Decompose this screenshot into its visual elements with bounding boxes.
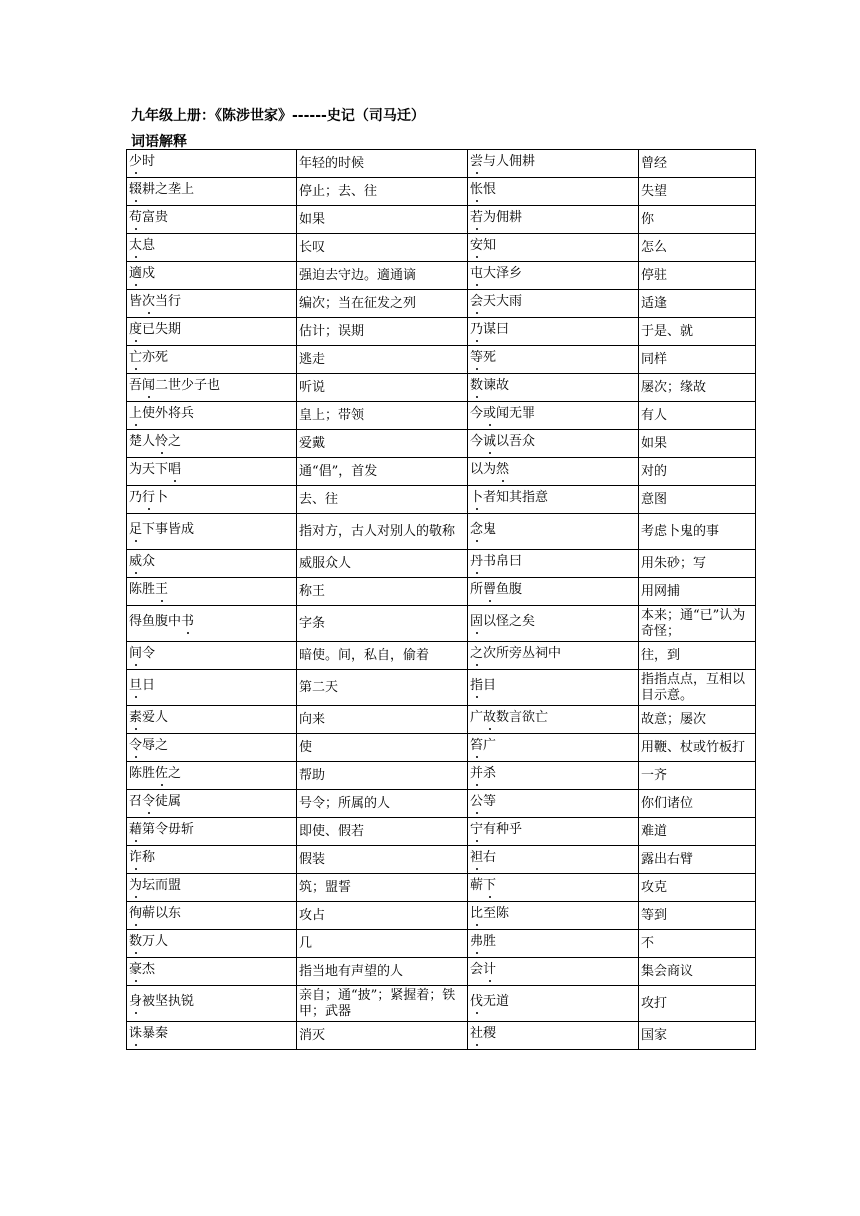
word-cell: 屯大泽乡 (468, 262, 639, 290)
word-cell: 之次所旁丛祠中 (468, 642, 639, 670)
definition-cell: 曾经 (639, 150, 756, 178)
word-cell: 陈胜王 (127, 578, 297, 606)
emphasized-character: 怜 (155, 434, 169, 449)
emphasized-character: 等 (470, 350, 484, 365)
table-row (127, 550, 756, 578)
definition-cell: 估计；误期 (297, 318, 468, 346)
definition-cell: 去、往 (297, 486, 468, 514)
definition-cell: 停止；去、往 (297, 178, 468, 206)
word-cell: 卜者知其指意 (468, 486, 639, 514)
emphasized-character: 诛 (129, 1026, 143, 1041)
definition-cell: 攻占 (297, 902, 468, 930)
emphasized-character: 笞 (470, 738, 484, 753)
word-cell: 安知 (468, 234, 639, 262)
emphasized-character: 亡 (129, 350, 143, 365)
emphasized-character: 行 (142, 490, 156, 505)
word-cell: 宁有种乎 (468, 818, 639, 846)
emphasized-character: 豪 (129, 962, 143, 977)
word-cell: 得鱼腹中书 (127, 606, 297, 642)
table-row (127, 206, 756, 234)
emphasized-character: 固 (470, 614, 484, 629)
emphasized-character: 乃 (470, 322, 484, 337)
emphasized-character: 弗 (470, 934, 484, 949)
word-cell: 豪杰 (127, 958, 297, 986)
word-cell: 弗胜 (468, 930, 639, 958)
table-row (127, 234, 756, 262)
emphasized-character: 王 (155, 582, 169, 597)
emphasized-character: 唱 (168, 462, 182, 477)
emphasized-character: 令 (142, 794, 156, 809)
emphasized-character: 公 (470, 794, 484, 809)
word-cell: 藉第令毋斩 (127, 818, 297, 846)
emphasized-character: 安 (470, 238, 484, 253)
word-cell: 乃行卜 (127, 486, 297, 514)
definition-cell: 皇上；带领 (297, 402, 468, 430)
word-cell: 尝与人佣耕 (468, 150, 639, 178)
word-cell: 陈胜佐之 (127, 762, 297, 790)
word-cell: 蕲下 (468, 874, 639, 902)
definition-cell: 停驻 (639, 262, 756, 290)
word-cell: 并杀 (468, 762, 639, 790)
table-row (127, 706, 756, 734)
emphasized-character: 威 (129, 554, 143, 569)
table-row (127, 1022, 756, 1050)
definition-cell: 你 (639, 206, 756, 234)
emphasized-character: 佐 (155, 766, 169, 781)
word-cell: 诈称 (127, 846, 297, 874)
emphasized-character: 比 (470, 906, 484, 921)
emphasized-character: 適 (129, 266, 143, 281)
table-row (127, 790, 756, 818)
emphasized-character: 素 (129, 710, 143, 725)
table-row (127, 150, 756, 178)
definition-cell: 强迫去守边。適通谪 (297, 262, 468, 290)
table-row (127, 486, 756, 514)
emphasized-character: 丹 (470, 554, 484, 569)
definition-cell: 用朱砂；写 (639, 550, 756, 578)
word-cell: 念鬼 (468, 514, 639, 550)
word-cell: 召令徒属 (127, 790, 297, 818)
emphasized-character: 数 (470, 378, 484, 393)
table-row (127, 874, 756, 902)
emphasized-character: 旦 (129, 678, 143, 693)
emphasized-character: 下 (483, 878, 497, 893)
table-row (127, 986, 756, 1022)
definition-cell: 字条 (297, 606, 468, 642)
emphasized-character: 辍 (129, 182, 143, 197)
emphasized-character: 徇 (129, 906, 143, 921)
emphasized-character: 或 (483, 406, 497, 421)
definition-cell: 即使、假若 (297, 818, 468, 846)
emphasized-character: 社 (470, 1026, 484, 1041)
emphasized-character: 苟 (129, 210, 143, 225)
emphasized-character: 次 (142, 294, 156, 309)
word-cell: 少时 (127, 150, 297, 178)
emphasized-character: 袒 (470, 850, 484, 865)
definition-cell: 适逢 (639, 290, 756, 318)
definition-cell: 几 (297, 930, 468, 958)
word-cell: 上使外将兵 (127, 402, 297, 430)
emphasized-character: 宁 (470, 822, 484, 837)
table-row (127, 346, 756, 374)
word-cell: 苟富贵 (127, 206, 297, 234)
table-row (127, 846, 756, 874)
definition-cell: 称王 (297, 578, 468, 606)
word-cell: 为天下唱 (127, 458, 297, 486)
emphasized-character: 令 (129, 738, 143, 753)
table-row (127, 402, 756, 430)
definition-cell: 编次；当在征发之列 (297, 290, 468, 318)
emphasized-character: 尝 (470, 154, 484, 169)
definition-cell: 集会商议 (639, 958, 756, 986)
definition-cell: 攻克 (639, 874, 756, 902)
emphasized-character: 诈 (129, 850, 143, 865)
emphasized-character: 罾 (483, 582, 497, 597)
table-row (127, 290, 756, 318)
emphasized-character: 藉 (129, 822, 143, 837)
definition-cell: 攻打 (639, 986, 756, 1022)
word-cell: 等死 (468, 346, 639, 374)
definition-cell: 用网捕 (639, 578, 756, 606)
word-cell: 数万人 (127, 930, 297, 958)
table-row (127, 762, 756, 790)
table-row (127, 670, 756, 706)
emphasized-character: 身 (129, 994, 143, 1009)
emphasized-character: 念 (470, 522, 484, 537)
emphasized-character: 间 (129, 646, 143, 661)
emphasized-character: 少 (129, 154, 143, 169)
definition-cell: 不 (639, 930, 756, 958)
definition-cell: 帮助 (297, 762, 468, 790)
word-cell: 丹书帛曰 (468, 550, 639, 578)
definition-cell: 露出右臂 (639, 846, 756, 874)
definition-cell: 用鞭、杖或竹板打 (639, 734, 756, 762)
definition-cell: 第二天 (297, 670, 468, 706)
definition-cell: 国家 (639, 1022, 756, 1050)
emphasized-character: 闻 (142, 378, 156, 393)
word-cell: 今或闻无罪 (468, 402, 639, 430)
definition-cell: 本来；通“已”认为奇怪； (639, 606, 756, 642)
word-cell: 伐无道 (468, 986, 639, 1022)
word-cell: 足下事皆成 (127, 514, 297, 550)
definition-cell: 如果 (639, 430, 756, 458)
definition-cell: 指对方，古人对别人的敬称 (297, 514, 468, 550)
word-cell: 袒右 (468, 846, 639, 874)
table-row (127, 606, 756, 642)
emphasized-character: 怅 (470, 182, 484, 197)
emphasized-character: 伐 (470, 994, 484, 1009)
emphasized-character: 太 (129, 238, 143, 253)
word-cell: 间令 (127, 642, 297, 670)
word-cell: 怅恨 (468, 178, 639, 206)
table-row (127, 902, 756, 930)
table-row (127, 318, 756, 346)
table-row (127, 178, 756, 206)
word-cell: 以为然 (468, 458, 639, 486)
definition-cell: 年轻的时候 (297, 150, 468, 178)
definition-cell: 向来 (297, 706, 468, 734)
table-row (127, 958, 756, 986)
definition-cell: 怎么 (639, 234, 756, 262)
table-row (127, 514, 756, 550)
emphasized-character: 指 (470, 678, 484, 693)
emphasized-character: 故 (483, 710, 497, 725)
emphasized-character: 卜 (470, 490, 484, 505)
word-cell: 为坛而盟 (127, 874, 297, 902)
word-cell: 太息 (127, 234, 297, 262)
table-row (127, 430, 756, 458)
word-cell: 吾闻二世少子也 (127, 374, 297, 402)
definition-cell: 爱戴 (297, 430, 468, 458)
definition-cell: 亲自；通“披”；紧握着；铁甲；武器 (297, 986, 468, 1022)
definition-cell: 通“倡”，首发 (297, 458, 468, 486)
emphasized-character: 之 (470, 646, 484, 661)
word-cell: 令辱之 (127, 734, 297, 762)
definition-cell: 威服众人 (297, 550, 468, 578)
emphasized-character: 会 (470, 294, 484, 309)
table-row (127, 262, 756, 290)
emphasized-character: 数 (129, 934, 143, 949)
emphasized-character: 度 (129, 322, 143, 337)
definition-cell: 一齐 (639, 762, 756, 790)
definition-cell: 等到 (639, 902, 756, 930)
definition-cell: 有人 (639, 402, 756, 430)
definition-cell: 指当地有声望的人 (297, 958, 468, 986)
word-cell: 適戍 (127, 262, 297, 290)
definition-cell: 筑；盟誓 (297, 874, 468, 902)
definition-cell: 逃走 (297, 346, 468, 374)
word-cell: 身被坚执锐 (127, 986, 297, 1022)
word-cell: 皆次当行 (127, 290, 297, 318)
definition-cell: 于是、就 (639, 318, 756, 346)
table-row (127, 930, 756, 958)
word-cell: 会天大雨 (468, 290, 639, 318)
word-cell: 若为佣耕 (468, 206, 639, 234)
definition-cell: 指指点点，互相以目示意。 (639, 670, 756, 706)
table-row (127, 734, 756, 762)
word-cell: 指目 (468, 670, 639, 706)
word-cell: 度已失期 (127, 318, 297, 346)
definition-cell: 如果 (297, 206, 468, 234)
word-cell: 所罾鱼腹 (468, 578, 639, 606)
emphasized-character: 足 (129, 522, 143, 537)
word-cell: 比至陈 (468, 902, 639, 930)
emphasized-character: 上 (129, 406, 143, 421)
emphasized-character: 屯 (470, 266, 484, 281)
document-title: 九年级上册：《陈涉世家》------史记（司马迁） (131, 108, 425, 124)
table-row (127, 818, 756, 846)
section-heading: 词语解释 (131, 134, 187, 150)
table-row (127, 642, 756, 670)
emphasized-character: 并 (470, 766, 484, 781)
definition-cell: 长叹 (297, 234, 468, 262)
definition-cell: 假装 (297, 846, 468, 874)
emphasized-character: 为 (129, 878, 143, 893)
table-row (127, 374, 756, 402)
word-cell: 旦日 (127, 670, 297, 706)
word-cell: 固以怪之矣 (468, 606, 639, 642)
table-row (127, 578, 756, 606)
word-cell: 公等 (468, 790, 639, 818)
word-cell: 数谏故 (468, 374, 639, 402)
word-cell: 亡亦死 (127, 346, 297, 374)
definition-cell: 故意；屡次 (639, 706, 756, 734)
definition-cell: 往，到 (639, 642, 756, 670)
vocabulary-table (126, 149, 756, 1050)
word-cell: 社稷 (468, 1022, 639, 1050)
definition-cell: 同样 (639, 346, 756, 374)
definition-cell: 对的 (639, 458, 756, 486)
definition-cell: 意图 (639, 486, 756, 514)
word-cell: 楚人怜之 (127, 430, 297, 458)
word-cell: 乃谋曰 (468, 318, 639, 346)
word-cell: 威众 (127, 550, 297, 578)
word-cell: 徇蕲以东 (127, 902, 297, 930)
definition-cell: 消灭 (297, 1022, 468, 1050)
word-cell: 诛暴秦 (127, 1022, 297, 1050)
emphasized-character: 计 (483, 962, 497, 977)
definition-cell: 暗使。间，私自，偷着 (297, 642, 468, 670)
definition-cell: 听说 (297, 374, 468, 402)
emphasized-character: 书 (181, 614, 195, 629)
word-cell: 辍耕之垄上 (127, 178, 297, 206)
definition-cell: 屡次；缘故 (639, 374, 756, 402)
definition-cell: 号令；所属的人 (297, 790, 468, 818)
emphasized-character: 诚 (483, 434, 497, 449)
definition-cell: 考虑卜鬼的事 (639, 514, 756, 550)
vocabulary-table-body (127, 150, 756, 1050)
definition-cell: 你们诸位 (639, 790, 756, 818)
word-cell: 素爱人 (127, 706, 297, 734)
word-cell: 今诚以吾众 (468, 430, 639, 458)
word-cell: 广故数言欲亡 (468, 706, 639, 734)
emphasized-character: 然 (496, 462, 510, 477)
emphasized-character: 若 (470, 210, 484, 225)
word-cell: 笞广 (468, 734, 639, 762)
word-cell: 会计 (468, 958, 639, 986)
table-row (127, 458, 756, 486)
definition-cell: 难道 (639, 818, 756, 846)
definition-cell: 使 (297, 734, 468, 762)
definition-cell: 失望 (639, 178, 756, 206)
